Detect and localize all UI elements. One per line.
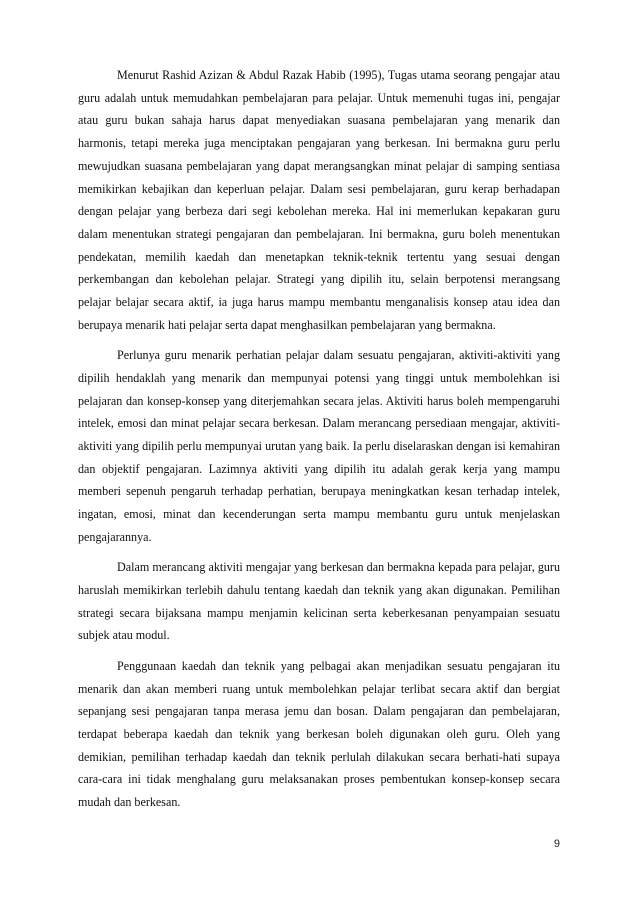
paragraph-2: Perlunya guru menarik perhatian pelajar dalam sesuatu pengajaran, aktiviti-aktiviti yang dipilih hendaklah yang menarik dan mempunyai potensi yang tinggi untuk membolehkan isi pelajaran dan konsep-konsep yang diterjemahkan secara jelas. Aktiviti harus boleh mempengaruhi intelek, emosi dan minat pelajar secara berkesan. Dalam merancang persediaan mengajar, aktiviti-aktiviti yang dipilih perlu mempunyai urutan yang baik. Ia perlu diselaraskan dengan isi kemahiran dan objektif pengajaran. Lazimnya aktiviti yang dipilih itu adalah gerak kerja yang mampu memberi sepenuh pengaruh terhadap perhatian, berupaya meningkatkan kesan terhadap intelek, ingatan, emosi, minat dan kecenderungan serta mampu membantu guru untuk menjelaskan pengajarannya. — [78, 348, 560, 544]
paragraph-3: Dalam merancang aktiviti mengajar yang berkesan dan bermakna kepada para pelajar, guru haruslah memikirkan terlebih dahulu tentang kaedah dan teknik yang akan digunakan. Pemilihan strategi secara bijaksana mampu menjamin kelicinan serta keberkesanan penyampaian sesuatu subjek atau modul. — [78, 560, 560, 643]
page-number: 9 — [553, 838, 560, 850]
body-text — [78, 64, 560, 822]
paragraph-1: Menurut Rashid Azizan & Abdul Razak Habib (1995), Tugas utama seorang pengajar atau guru adalah untuk memudahkan pembelajaran para pelajar. Untuk memenuhi tugas ini, pengajar atau guru bukan sahaja harus dapat menyediakan suasana pembelajaran yang menarik dan harmonis, tetapi mereka juga menciptakan pengajaran yang berkesan. Ini bermakna guru perlu mewujudkan suasana pembelajaran yang dapat merangsangkan minat pelajar di samping sentiasa memikirkan kebajikan dan keperluan pelajar. Dalam sesi pembelajaran, guru kerap berhadapan dengan pelajar yang berbeza dari segi kebolehan mereka. Hal ini memerlukan kepakaran guru dalam menentukan strategi pengajaran dan pembelajaran. Ini bermakna, guru boleh menentukan pendekatan, memilih kaedah dan menetapkan teknik-teknik tertentu yang sesuai dengan perkembangan dan kebolehan pelajar. Strategi yang dipilih itu, selain berpotensi merangsang pelajar belajar secara aktif, ia juga harus mampu membantu menganalisis konsep atau idea dan berupaya menarik hati pelajar serta dapat menghasilkan pembelajaran yang bermakna. — [78, 68, 560, 332]
paragraph-4: Penggunaan kaedah dan teknik yang pelbagai akan menjadikan sesuatu pengajaran itu menarik dan akan memberi ruang untuk membolehkan pelajar terlibat secara aktif dan bergiat sepanjang sesi pengajaran tanpa merasa jemu dan bosan. Dalam pengajaran dan pembelajaran, terdapat beberapa kaedah dan teknik yang berkesan boleh digunakan oleh guru. Oleh yang demikian, pemilihan terhadap kaedah dan teknik perlulah dilakukan secara berhati-hati supaya cara-cara ini tidak menghalang guru melaksanakan proses pembentukan konsep-konsep secara mudah dan berkesan. — [78, 658, 560, 810]
